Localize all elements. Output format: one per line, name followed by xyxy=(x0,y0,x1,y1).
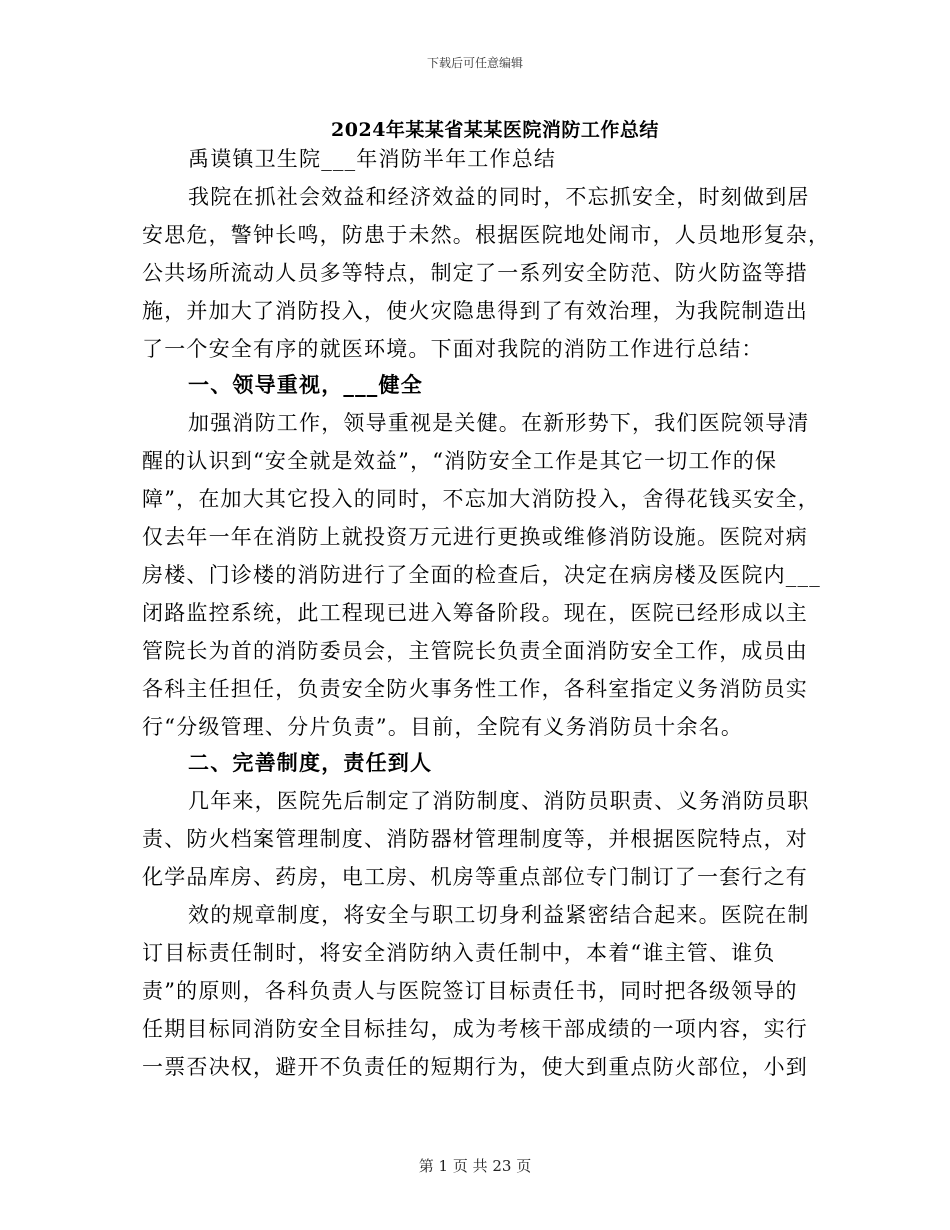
section-heading-2: 二、完善制度，责任到人 xyxy=(188,750,433,775)
paragraph-line: 障”，在加大其它投入的同时，不忘加大消防投入，舍得花钱买安全， xyxy=(142,487,820,511)
paragraph-line: 公共场所流动人员多等特点，制定了一系列安全防范、防火防盗等措 xyxy=(142,261,808,285)
paragraph-line: 管院长为首的消防委员会，主管院长负责全面消防安全工作，成员由 xyxy=(142,639,808,663)
paragraph-line: 责、防火档案管理制度、消防器材管理制度等，并根据医院特点，对 xyxy=(142,827,808,851)
paragraph-line: 责”的原则，各科负责人与医院签订目标责任书，同时把各级领导的 xyxy=(142,979,798,1003)
paragraph-line: 几年来，医院先后制定了消防制度、消防员职责、义务消防员职 xyxy=(188,789,810,813)
paragraph-line: 醒的认识到“安全就是效益”，“消防安全工作是其它一切工作的保 xyxy=(142,449,778,473)
page-number: 第 1 页 共 23 页 xyxy=(418,1157,532,1175)
paragraph-line: 施，并加大了消防投入，使火灾隐患得到了有效治理，为我院制造出 xyxy=(142,299,808,323)
paragraph-line: 任期目标同消防安全目标挂勾，成为考核干部成绩的一项内容，实行 xyxy=(142,1017,808,1041)
section-heading-1: 一、领导重视，___健全 xyxy=(188,372,423,397)
paragraph-line: 订目标责任制时，将安全消防纳入责任制中，本着“谁主管、谁负 xyxy=(142,941,776,965)
paragraph-line: 一票否决权，避开不负责任的短期行为，使大到重点防火部位，小到 xyxy=(142,1055,808,1079)
paragraph-line: 闭路监控系统，此工程现已进入筹备阶段。现在，医院已经形成以主 xyxy=(142,601,808,625)
paragraph-line: 行“分级管理、分片负责”。目前，全院有义务消防员十余名。 xyxy=(142,715,744,739)
paragraph-line: 房楼、门诊楼的消防进行了全面的检查后，决定在病房楼及医院内___ xyxy=(142,563,821,587)
paragraph-line: 了一个安全有序的就医环境。下面对我院的消防工作进行总结： xyxy=(142,337,764,361)
paragraph-line: 加强消防工作，领导重视是关健。在新形势下，我们医院领导清 xyxy=(188,411,810,435)
paragraph-line: 效的规章制度，将安全与职工切身利益紧密结合起来。医院在制 xyxy=(188,903,810,927)
paragraph-line: 仅去年一年在消防上就投资万元进行更换或维修消防设施。医院对病 xyxy=(142,525,808,549)
paragraph-line: 我院在抓社会效益和经济效益的同时，不忘抓安全，时刻做到居 xyxy=(188,185,810,209)
paragraph-line: 化学品库房、药房，电工房、机房等重点部位专门制订了一套行之有 xyxy=(142,865,808,889)
document-title: 2024年某某省某某医院消防工作总结 xyxy=(331,119,659,141)
paragraph-line: 各科主任担任，负责安全防火事务性工作，各科室指定义务消防员实 xyxy=(142,677,808,701)
header-note: 下载后可任意编辑 xyxy=(426,56,523,70)
paragraph-line: 安思危，警钟长鸣，防患于未然。根据医院地处闹市，人员地形复杂， xyxy=(142,223,831,247)
subtitle-line: 禹谟镇卫生院___年消防半年工作总结 xyxy=(188,147,557,171)
